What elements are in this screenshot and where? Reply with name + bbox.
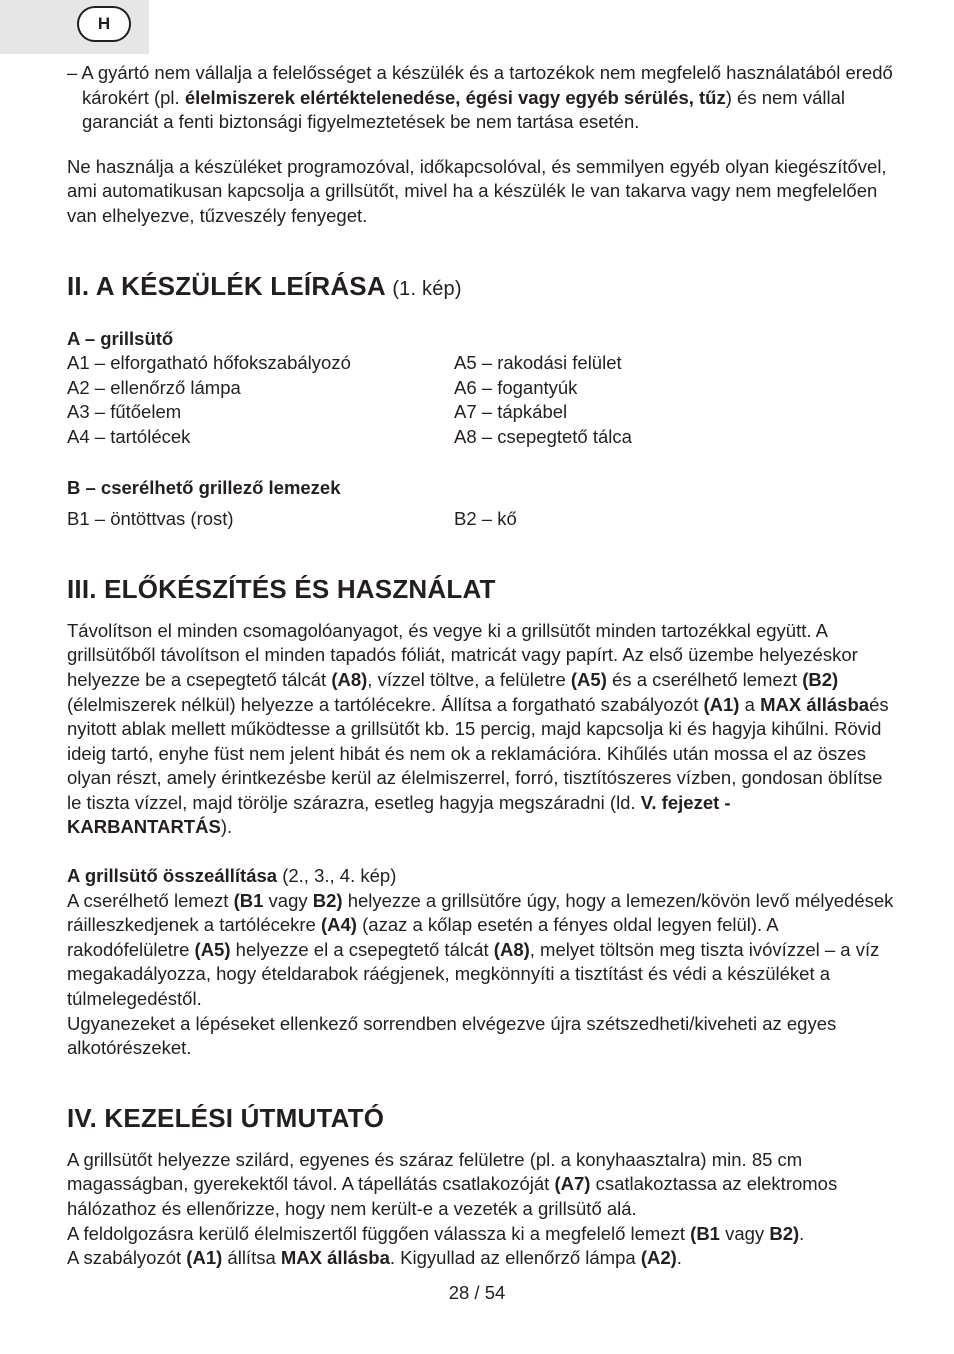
section-2-title: II. A KÉSZÜLÉK LEÍRÁSA	[67, 270, 385, 301]
text-run: és nyitott ablak mellett működtesse a grillsütőt kb. 15 percig, majd kapcsolja ki és hagyja kihűlni. Rövid ideig tartó, enyhe füst nem jelent hibát és nem ok a reklamációra. Kihűlés után mossa el az öszes olyan részt, amely érintkezésbe kerül az élelmiszerrel, forró, tisztítószeres vízben, gondosan öblítse le tiszta vízzel, majd törölje szárazra, esetleg hagyja megszáradni (ld.	[67, 693, 889, 813]
list-item: B2 – kő	[454, 508, 517, 530]
section-4-heading: IV. KEZELÉSI ÚTMUTATÓ	[67, 1102, 385, 1133]
text-run: A grillsütőt helyezze szilárd, egyenes és száraz felületre (pl. a konyhaasztalra) min. 85 cm magasságban, gyerekektől távol. A tápellátás csatlakozóját	[67, 1148, 803, 1195]
thermostat-line	[67, 1246, 897, 1271]
text-run: helyezze a grillsütőre úgy, hogy a lemezen/kövön levő mélyedések ráilleszkedjenek a tartólécekre	[67, 889, 894, 936]
bold-text: V. fejezet - KARBANTARTÁS	[67, 791, 731, 838]
assembly-heading	[67, 864, 897, 889]
text-run: vagy	[263, 889, 313, 911]
bold-text: élelmiszerek elértéktelenedése, égési vagy egyéb sérülés, tűz	[184, 86, 726, 108]
language-badge: H	[77, 6, 131, 42]
bold-text: (A7)	[554, 1173, 591, 1195]
group-b-right-column	[454, 507, 841, 532]
bold-text: (A5)	[570, 668, 607, 690]
text-run: ) és nem vállal garanciát a fenti biztonsági figyelmeztetések be nem tartása esetén.	[82, 86, 845, 133]
text-run: helyezze el a csepegtető tálcát	[230, 938, 494, 960]
bold-text: (B2)	[802, 668, 839, 690]
text-run: és a cserélhető lemezt	[606, 668, 803, 690]
list-item: A4 – tartólécek	[67, 425, 191, 447]
text-run: (azaz a kőlap esetén a fényes oldal legyen felül). A rakodófelületre	[67, 914, 778, 960]
assembly-paragraph	[67, 889, 897, 1012]
timer-warning-paragraph: Ne használja a készüléket programozóval, időkapcsolóval, és semmilyen egyéb olyan kiegészítővel, ami automatikusan kapcsolja a grillsütőt, mivel ha a készülék le van takarva vagy nem megfelelően van elhelyezve, tűzveszély fenyeget.	[67, 155, 887, 226]
group-a-left-column	[67, 351, 454, 449]
text-run: A cserélhető lemezt	[67, 889, 234, 911]
text-run: a	[739, 693, 761, 715]
text-run: , melyet töltsön meg tiszta ivóvízzel – a víz megakadályozza, hogy ételdarabok ráégjenek, megkönnyíti a tisztítást és védi a készüléket a túlmelegedéstől.	[67, 938, 880, 1010]
warning-bullet	[67, 61, 897, 135]
list-item: A7 – tápkábel	[454, 401, 568, 423]
text-run: vagy	[719, 1222, 770, 1244]
section-2-heading	[67, 270, 897, 305]
text-run: .	[799, 1222, 805, 1244]
bold-text: MAX állásba	[280, 1247, 390, 1269]
group-b-title: B – cserélhető grillező lemezek	[67, 476, 341, 498]
group-a-title: A – grillsütő	[67, 327, 174, 349]
list-item: A8 – csepegtető tálca	[454, 425, 632, 447]
bold-text: MAX állásba	[760, 693, 870, 715]
group-a-right-column	[454, 351, 841, 449]
list-item: A5 – rakodási felület	[454, 352, 622, 374]
bold-text: (B1	[690, 1222, 720, 1244]
text-run: (élelmiszerek nélkül) helyezze a tartólécekre. Állítsa a forgatható szabályozót	[67, 693, 704, 715]
text-run: . Kigyullad az ellenőrző lámpa	[389, 1247, 641, 1269]
bold-text: (B1	[233, 889, 264, 911]
disassembly-note: Ugyanezeket a lépéseket ellenkező sorrendben elvégezve újra szétszedheti/kiveheti az egyes alkotórészeket.	[67, 1012, 837, 1059]
text-run: állítsa	[222, 1247, 281, 1269]
bold-text: (A8)	[493, 938, 530, 960]
list-item: A6 – fogantyúk	[454, 376, 578, 398]
bold-text: A grillsütő összeállítása	[67, 865, 278, 887]
list-item: A2 – ellenőrző lámpa	[67, 376, 241, 398]
section-3-heading: III. ELŐKÉSZÍTÉS ÉS HASZNÁLAT	[67, 573, 496, 604]
bold-text: B2)	[769, 1222, 800, 1244]
text-run: Távolítson el minden csomagolóanyagot, és vegye ki a grillsütőt minden tartozékkal együtt. A grillsütőből távolítson el minden tapadós fóliát, matricát vagy papírt. Az első üzembe helyezéskor helyezze be a csepegtető tálcát	[67, 619, 858, 690]
parts-list-a	[67, 327, 897, 450]
bold-text: (A2)	[640, 1247, 677, 1269]
bold-text: (A1)	[186, 1247, 223, 1269]
page-content	[67, 61, 897, 1271]
section-2-subtitle: (1. kép)	[392, 277, 462, 300]
bold-text: (A4)	[321, 914, 357, 936]
list-item: B1 – öntöttvas (rost)	[67, 508, 234, 530]
bold-text: (A5)	[194, 938, 231, 960]
text-run: A szabályozót	[67, 1247, 187, 1269]
list-item: A1 – elforgatható hőfokszabályozó	[67, 352, 351, 374]
text-run: – A gyártó nem vállalja a felelősséget a készülék és a tartozékok nem megfelelő használatából eredő károkért (pl.	[67, 62, 893, 108]
text-run: csatlakoztassa az elektromos hálózathoz és ellenőrizze, hogy nem került-e a vezeték a grillsütő alá.	[67, 1173, 838, 1219]
placement-paragraph	[67, 1148, 897, 1222]
preparation-paragraph	[67, 619, 897, 840]
language-tab	[0, 0, 149, 54]
text-run: .	[676, 1247, 682, 1269]
text-run: , vízzel töltve, a felületre	[367, 668, 571, 690]
text-run: ).	[220, 816, 233, 838]
parts-list-b	[67, 476, 897, 532]
page-number: 28 / 54	[448, 1282, 506, 1303]
group-b-left-column	[67, 507, 454, 532]
plate-selection-line	[67, 1222, 897, 1247]
text-run: (2., 3., 4. kép)	[277, 865, 397, 887]
bold-text: (A8)	[331, 668, 368, 690]
bold-text: B2)	[312, 889, 343, 911]
list-item: A3 – fűtőelem	[67, 401, 182, 423]
text-run: A feldolgozásra kerülő élelmiszertől függően válassza ki a megfelelő lemezt	[67, 1222, 691, 1244]
bold-text: (A1)	[703, 693, 740, 715]
